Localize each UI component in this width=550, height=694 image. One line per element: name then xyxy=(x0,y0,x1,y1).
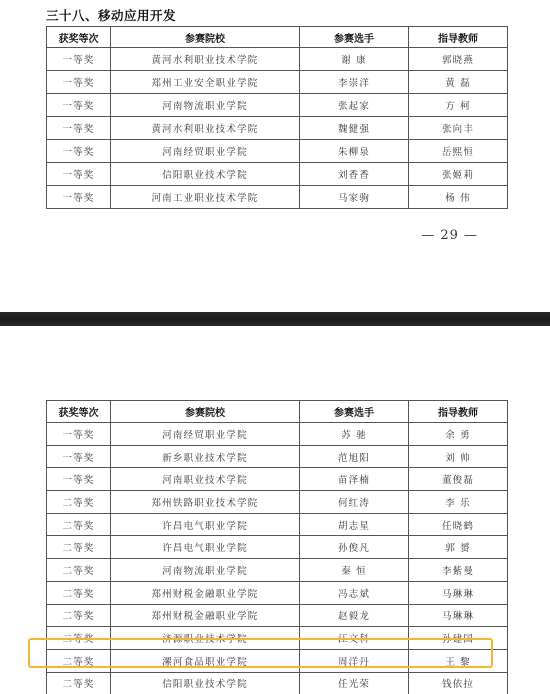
contestant-cell: 孙俊凡 xyxy=(300,536,409,559)
school-cell: 许昌电气职业学院 xyxy=(111,536,300,559)
table-row xyxy=(47,48,508,71)
contestant-cell: 赵毅龙 xyxy=(300,604,409,627)
header-contestant: 参赛选手 xyxy=(300,27,409,48)
contestant-cell: 任光荣 xyxy=(300,672,409,694)
award-level-cell: 二等奖 xyxy=(47,513,111,536)
instructor-cell: 钱依拉 xyxy=(409,672,508,694)
table-row xyxy=(47,445,508,468)
contestant-cell: 冯志斌 xyxy=(300,581,409,604)
contestant-cell: 秦 恒 xyxy=(300,559,409,582)
award-level-cell: 一等奖 xyxy=(47,186,111,209)
award-level-cell: 一等奖 xyxy=(47,71,111,94)
school-cell: 河南职业技术学院 xyxy=(111,468,300,491)
page-number: — 29 — xyxy=(421,228,478,243)
table-header-row xyxy=(47,27,508,48)
instructor-cell: 黄 磊 xyxy=(409,71,508,94)
header-school: 参赛院校 xyxy=(111,27,300,48)
instructor-cell: 方 柯 xyxy=(409,94,508,117)
contestant-cell: 张起家 xyxy=(300,94,409,117)
contestant-cell: 胡志星 xyxy=(300,513,409,536)
instructor-cell: 李 乐 xyxy=(409,491,508,514)
contestant-cell: 周洋丹 xyxy=(300,649,409,672)
award-level-cell: 一等奖 xyxy=(47,48,111,71)
school-cell: 河南物流职业学院 xyxy=(111,559,300,582)
instructor-cell: 郭 赟 xyxy=(409,536,508,559)
contestant-cell: 朱柳泉 xyxy=(300,140,409,163)
instructor-cell: 余 勇 xyxy=(409,423,508,446)
award-level-cell: 一等奖 xyxy=(47,140,111,163)
award-level-cell: 二等奖 xyxy=(47,559,111,582)
award-level-cell: 一等奖 xyxy=(47,423,111,446)
school-cell: 黄河水利职业技术学院 xyxy=(111,117,300,140)
table-row xyxy=(47,536,508,559)
award-level-cell: 二等奖 xyxy=(47,581,111,604)
table-row-highlighted xyxy=(47,649,508,672)
instructor-cell: 李紫曼 xyxy=(409,559,508,582)
contestant-cell: 苗泽楠 xyxy=(300,468,409,491)
page-divider xyxy=(0,312,550,326)
table-row xyxy=(47,94,508,117)
school-cell: 漯河食品职业学院 xyxy=(111,649,300,672)
table-row xyxy=(47,423,508,446)
contestant-cell: 范旭阳 xyxy=(300,445,409,468)
table-row xyxy=(47,468,508,491)
award-level-cell: 二等奖 xyxy=(47,604,111,627)
school-cell: 河南工业职业技术学院 xyxy=(111,186,300,209)
award-level-cell: 一等奖 xyxy=(47,468,111,491)
school-cell: 河南经贸职业学院 xyxy=(111,140,300,163)
school-cell: 郑州铁路职业技术学院 xyxy=(111,491,300,514)
award-level-cell: 二等奖 xyxy=(47,627,111,650)
table-row xyxy=(47,513,508,536)
award-level-cell: 一等奖 xyxy=(47,445,111,468)
contestant-cell: 魏健强 xyxy=(300,117,409,140)
school-cell: 郑州工业安全职业学院 xyxy=(111,71,300,94)
header-school: 参赛院校 xyxy=(111,401,300,423)
table-row xyxy=(47,672,508,694)
table-row xyxy=(47,71,508,94)
table-row xyxy=(47,163,508,186)
document-page-bottom xyxy=(0,326,550,694)
school-cell: 信阳职业技术学院 xyxy=(111,672,300,694)
school-cell: 河南经贸职业学院 xyxy=(111,423,300,446)
school-cell: 郑州财税金融职业学院 xyxy=(111,581,300,604)
contestant-cell: 江文科 xyxy=(300,627,409,650)
school-cell: 郑州财税金融职业学院 xyxy=(111,604,300,627)
table-row xyxy=(47,186,508,209)
section-title: 三十八、移动应用开发 xyxy=(46,8,177,23)
instructor-cell: 刘 帅 xyxy=(409,445,508,468)
award-level-cell: 一等奖 xyxy=(47,94,111,117)
instructor-cell: 岳熙恒 xyxy=(409,140,508,163)
instructor-cell: 张姬莉 xyxy=(409,163,508,186)
header-award-level: 获奖等次 xyxy=(47,401,111,423)
contestant-cell: 刘香香 xyxy=(300,163,409,186)
instructor-cell: 郭晓燕 xyxy=(409,48,508,71)
contestant-cell: 何红涛 xyxy=(300,491,409,514)
school-cell: 黄河水利职业技术学院 xyxy=(111,48,300,71)
school-cell: 新乡职业技术学院 xyxy=(111,445,300,468)
school-cell: 信阳职业技术学院 xyxy=(111,163,300,186)
school-cell: 许昌电气职业学院 xyxy=(111,513,300,536)
award-level-cell: 一等奖 xyxy=(47,163,111,186)
instructor-cell: 杨 伟 xyxy=(409,186,508,209)
table-row xyxy=(47,559,508,582)
contestant-cell: 李崇洋 xyxy=(300,71,409,94)
header-instructor: 指导教师 xyxy=(409,27,508,48)
table-row xyxy=(47,140,508,163)
table-row xyxy=(47,627,508,650)
header-instructor: 指导教师 xyxy=(409,401,508,423)
award-level-cell: 二等奖 xyxy=(47,672,111,694)
document-page-top xyxy=(0,0,550,312)
table-header-row xyxy=(47,401,508,423)
contestant-cell: 苏 驰 xyxy=(300,423,409,446)
table-row xyxy=(47,581,508,604)
table-row xyxy=(47,604,508,627)
instructor-cell: 马琳琳 xyxy=(409,604,508,627)
table-row xyxy=(47,491,508,514)
award-level-cell: 一等奖 xyxy=(47,117,111,140)
instructor-cell: 王 黎 xyxy=(409,649,508,672)
school-cell: 济源职业技术学院 xyxy=(111,627,300,650)
instructor-cell: 董俊磊 xyxy=(409,468,508,491)
instructor-cell: 孙建国 xyxy=(409,627,508,650)
instructor-cell: 张向丰 xyxy=(409,117,508,140)
award-level-cell: 二等奖 xyxy=(47,491,111,514)
school-cell: 河南物流职业学院 xyxy=(111,94,300,117)
header-contestant: 参赛选手 xyxy=(300,401,409,423)
award-level-cell: 二等奖 xyxy=(47,536,111,559)
contestant-cell: 马家驹 xyxy=(300,186,409,209)
awards-table-top xyxy=(46,26,508,209)
awards-table-bottom xyxy=(46,400,508,694)
award-level-cell: 二等奖 xyxy=(47,649,111,672)
header-award-level: 获奖等次 xyxy=(47,27,111,48)
instructor-cell: 马琳琳 xyxy=(409,581,508,604)
table-row xyxy=(47,117,508,140)
instructor-cell: 任晓鹤 xyxy=(409,513,508,536)
contestant-cell: 谢 康 xyxy=(300,48,409,71)
